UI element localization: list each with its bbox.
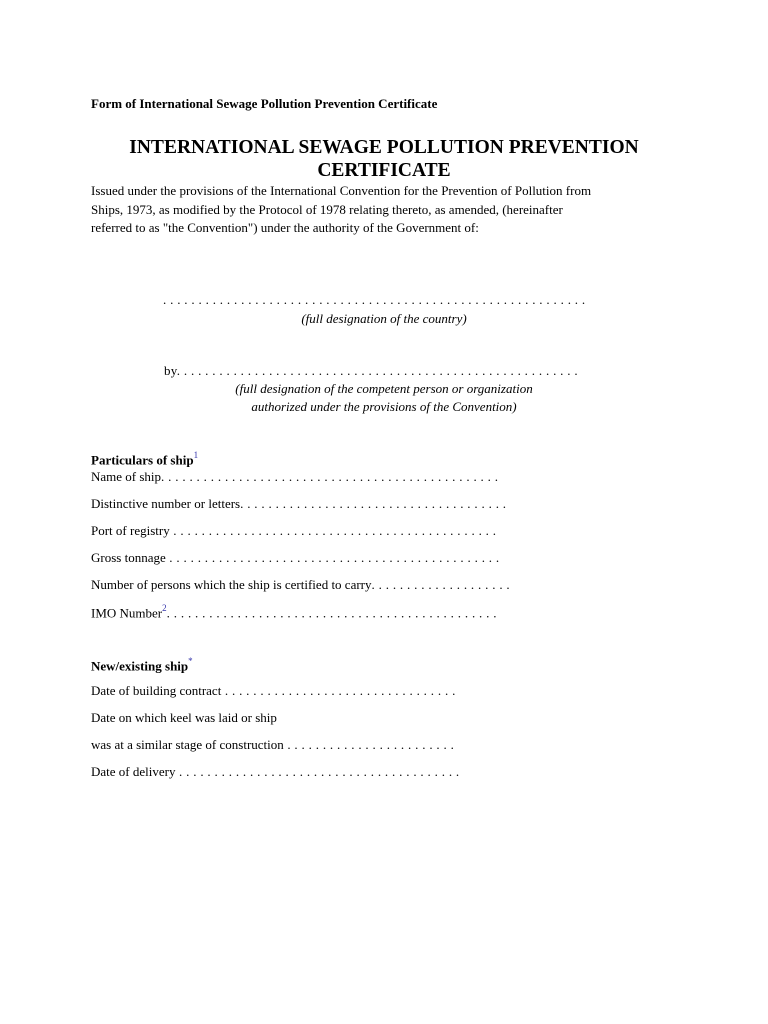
field-number-of-persons xyxy=(91,577,510,593)
field-label: Gross tonnage xyxy=(91,550,166,565)
authority-caption xyxy=(0,380,768,416)
field-keel-laid-continued xyxy=(91,737,454,753)
field-label: Name of ship xyxy=(91,469,162,484)
certificate-title xyxy=(0,136,768,182)
field-dots: . . . . . . . . . . . . . . . . . . . . . . . . . . . . . . . . . . . . . . . . . . . . . . . xyxy=(165,550,500,565)
country-fill-line: . . . . . . . . . . . . . . . . . . . . . . . . . . . . . . . . . . . . . . . . . . . . . . . . . . . . . . . . . . . . xyxy=(163,292,586,307)
particulars-heading-text: Particulars of ship xyxy=(91,452,194,468)
footnote-ref-2[interactable]: 2 xyxy=(162,603,167,613)
field-label: Date of delivery xyxy=(91,764,176,779)
field-label: Number of persons which the ship is certified to carry xyxy=(91,577,372,592)
field-dots: . . . . . . . . . . . . . . . . . . . . . . . . . . . . . . . . . . . . . . . . . . . . . . . xyxy=(166,605,497,621)
authority-caption-line1: (full designation of the competent person or organization xyxy=(235,381,533,396)
field-dots: . . . . . . . . . . . . . . . . . . . . . . . . xyxy=(283,737,455,752)
field-label: was at a similar stage of construction xyxy=(91,737,284,752)
field-dots: . . . . . . . . . . . . . . . . . . . . . . . . . . . . . . . . . . . . . . xyxy=(240,496,507,511)
footnote-ref-1[interactable]: 1 xyxy=(193,450,199,460)
field-label: Date on which keel was laid or ship xyxy=(91,710,277,725)
field-label: Distinctive number or letters xyxy=(91,496,241,511)
field-dots: . . . . . . . . . . . . . . . . . . . . . . . . . . . . . . . . . . . . . . . . xyxy=(175,764,460,779)
field-dots: . . . . . . . . . . . . . . . . . . . . xyxy=(371,577,510,592)
authority-caption-line2: authorized under the provisions of the Convention) xyxy=(251,399,517,414)
authority-fill-line xyxy=(164,363,578,379)
intro-line2: Ships, 1973, as modified by the Protocol of 1978 relating thereto, as amended, (hereinafter xyxy=(91,201,563,217)
field-imo-number xyxy=(91,604,497,621)
new-existing-heading xyxy=(91,657,193,674)
field-label: IMO Number xyxy=(91,605,163,621)
certificate-title-line1: INTERNATIONAL SEWAGE POLLUTION PREVENTION xyxy=(129,137,639,158)
field-gross-tonnage xyxy=(91,550,499,566)
field-keel-laid xyxy=(91,710,277,726)
authority-dots: . . . . . . . . . . . . . . . . . . . . . . . . . . . . . . . . . . . . . . . . . . . . . . . . . . . . . . . . . xyxy=(176,363,578,378)
intro-line3: referred to as "the Convention") under the authority of the Government of: xyxy=(91,220,479,235)
form-title: Form of International Sewage Pollution Prevention Certificate xyxy=(91,96,438,111)
particulars-heading xyxy=(91,451,198,468)
field-date-of-delivery xyxy=(91,764,459,780)
field-dots: . . . . . . . . . . . . . . . . . . . . . . . . . . . . . . . . . xyxy=(221,683,456,698)
country-caption-text: (full designation of the country) xyxy=(301,311,467,326)
field-dots: . . . . . . . . . . . . . . . . . . . . . . . . . . . . . . . . . . . . . . . . . . . . . . xyxy=(169,523,497,538)
field-port-of-registry xyxy=(91,523,496,539)
footnote-ref-asterisk[interactable]: * xyxy=(188,656,193,666)
field-distinctive-number xyxy=(91,496,506,512)
field-building-contract xyxy=(91,683,456,699)
certificate-title-line2: CERTIFICATE xyxy=(317,160,451,181)
intro-paragraph xyxy=(91,182,691,238)
new-existing-heading-text: New/existing ship xyxy=(91,658,189,674)
field-label: Date of building contract xyxy=(91,683,222,698)
country-caption xyxy=(0,310,768,328)
field-name-of-ship xyxy=(91,469,498,485)
field-label: Port of registry xyxy=(91,523,170,538)
field-dots: . . . . . . . . . . . . . . . . . . . . . . . . . . . . . . . . . . . . . . . . . . . . . . . . xyxy=(161,469,499,484)
intro-line1: Issued under the provisions of the International Convention for the Prevention of Pollution from xyxy=(91,183,592,198)
authority-prefix: by xyxy=(164,363,177,378)
